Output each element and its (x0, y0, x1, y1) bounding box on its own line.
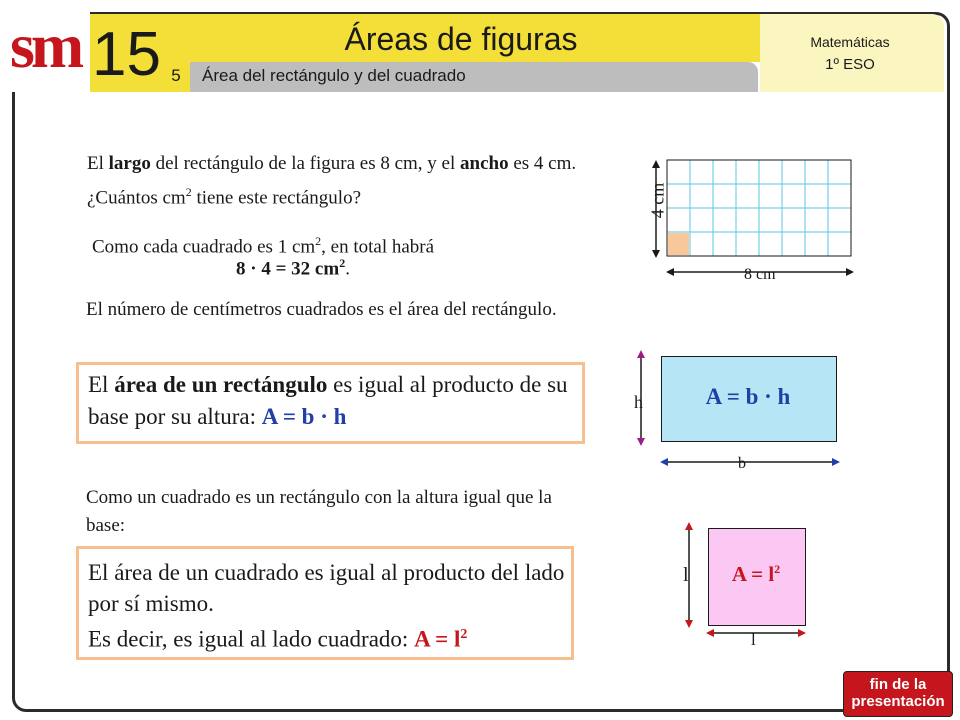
rectangle-formula: A = b · h (705, 384, 791, 409)
unit-square-highlight (668, 233, 689, 255)
square-side-arrow-top (685, 522, 693, 530)
width-arrow-right (846, 268, 854, 276)
unit-number: 15 (92, 20, 161, 89)
square-side-arrow-bottom (685, 620, 693, 628)
rectangle-rule-box: El área de un rectángulo es igual al producto de su base por su altura: A = b · h (76, 362, 585, 444)
height-arrow-top (652, 160, 660, 168)
square-intro: Como un cuadrado es un rectángulo con la altura igual que la base: (86, 487, 552, 536)
square-formula: $A = l^2$ (731, 562, 781, 586)
explanation-text: Como cada cuadrado es 1 $cm^2$, en total habrá (92, 234, 435, 258)
level-label: 1º ESO (825, 56, 875, 73)
square-side-label: l (683, 564, 689, 586)
sm-logo: sm (10, 10, 81, 81)
square-base-arrow-right (798, 629, 806, 637)
subject-label: Matemáticas (810, 34, 890, 50)
rect-base-arrow-left (660, 458, 668, 466)
rectangle-height-label: h (634, 392, 643, 412)
square-base-label: l (751, 630, 756, 649)
square-rule-box: El área de un cuadrado es igual al producto del lado por sí mismo. Es decir, es igual al lado cuadrado: $A = l^2$ (76, 546, 574, 660)
grid-squares (667, 160, 851, 256)
explanation-result: 8 · 4 = 32 $cm^2$. (236, 256, 350, 280)
square-base-arrow-left (706, 629, 714, 637)
rect-height-arrow-bottom (637, 438, 645, 446)
grid-height-label: 4 cm (647, 182, 668, 219)
width-arrow-left (666, 268, 674, 276)
section-title: Área del rectángulo y del cuadrado (202, 66, 466, 85)
area-statement: El número de centímetros cuadrados es el área del rectángulo. (86, 299, 557, 320)
rectangle-base-label: b (738, 455, 746, 472)
end-presentation-button[interactable]: fin de la presentación (843, 671, 953, 717)
intro-text: El largo del rectángulo de la figura es 8 cm, y el ancho es 4 cm. ¿Cuántos $cm^2$ tiene este rectángulo? (87, 153, 577, 209)
page-title: Áreas de figuras (344, 21, 578, 57)
rect-base-arrow-right (832, 458, 840, 466)
height-arrow-bottom (652, 250, 660, 258)
grid-width-label: 8 cm (744, 266, 776, 283)
rect-height-arrow-top (637, 350, 645, 358)
section-number: 5 (171, 66, 181, 85)
